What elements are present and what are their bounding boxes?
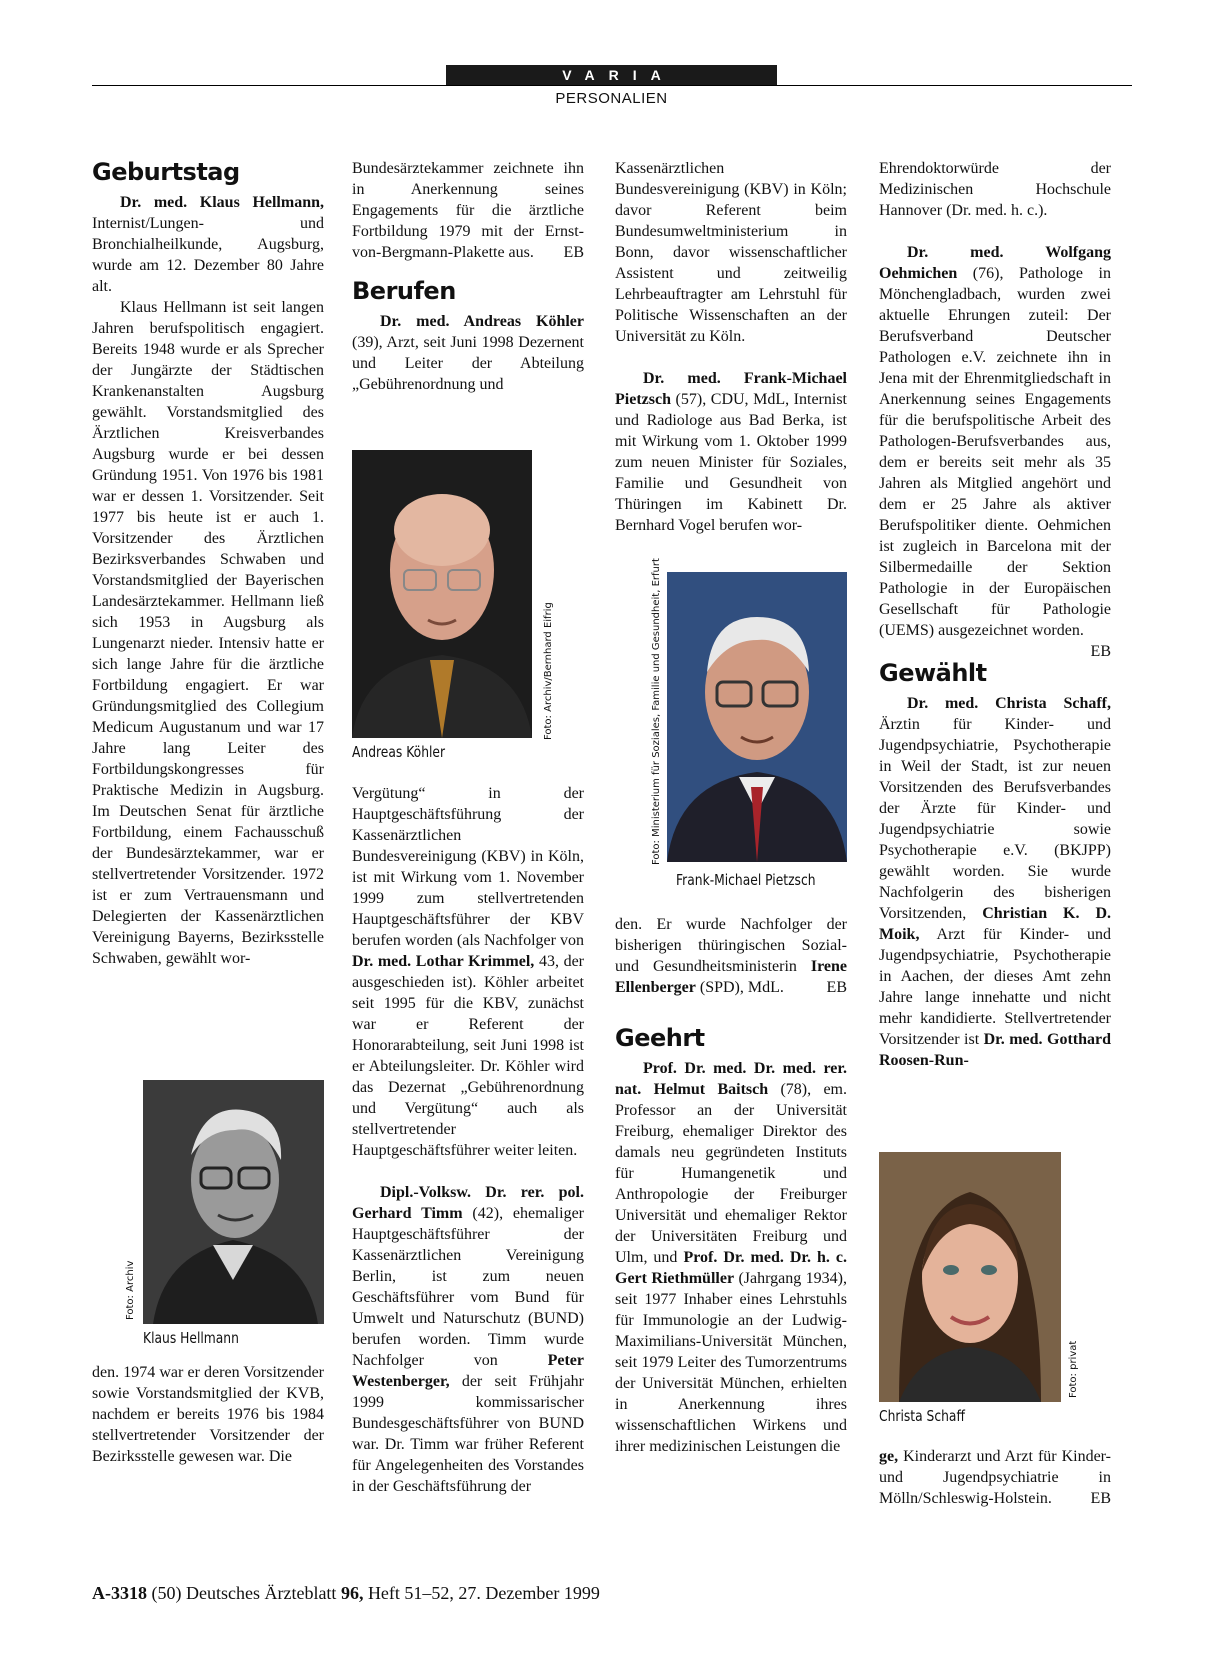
person-name: Peter Westenberger,: [352, 1352, 584, 1390]
portrait-image: [879, 1152, 1061, 1402]
photo-frank-michael-pietzsch: [667, 572, 847, 862]
paragraph: Kassenärztlichen Bundesvereinigung (KBV) in Köln; davor Referent beim Bundesumweltministerium in Bonn, davor wissenschaftlicher Assistent und zeitweilig Lehrbeauftragter am Lehrstuhl für Politische Wissenschaften an der Universität zu Köln.: [615, 160, 847, 345]
paragraph: Klaus Hellmann ist seit langen Jahren berufspolitisch engagiert. Bereits 1948 wurde er als Sprecher der Jungärzte der Städtischen Krankenanstalten Augsburg gewählt. Vorstandsmitglied des Ärztlichen Kreisverbandes Augsburg wurde er bei dessen Gründung 1951. Von 1976 bis 1981 war er dessen 1. Vorsitzender. Seit 1977 bis heute ist er auch 1. Vorsitzender des Ärztlichen Bezirksverbandes Schwaben und Vorstandsmitglied der Bayerischen Landesärztekammer. Hellmann ließ sich 1953 in Augsburg als Lungenarzt nieder. Intensiv hatte er sich lange Jahre für die ärztliche Fortbildung engagiert. Er war Gründungsmitglied des Collegium Medicum Augustanum und war 17 Jahre lang Leiter des Fortbildungskongresses für Praktische Medizin in Augsburg. Im Deutschen Senat für ärztliche Fortbildung, einem Fachausschuß der Bundesärztekammer, war er stellvertretender Vorsitzender. 1972 ist er zum Vertrauensmann und Delegierten der Kassenärztlichen Vereinigung Bayerns, Bezirksstelle Schwaben, gewählt wor-: [92, 299, 324, 967]
photo-credit: Foto: Archiv/Bernhard Eifrig: [543, 602, 554, 740]
page-footer: A-3318 (50) Deutsches Ärzteblatt 96, Heft 51–52, 27. Dezember 1999: [92, 1583, 600, 1603]
paragraph: Vergütung“ in der Hauptgeschäftsführung der Kassenärztlichen Bundesvereinigung (KBV) in Köln, ist mit Wirkung vom 1. November 1999 zum stellvertretenden Hauptgeschäftsführer der KBV berufen worden (als Nachfolger von Dr. med. Lothar Krimmel, 43, der ausgeschieden ist). Köhler arbeitet seit 1995 für die KBV, zunächst war er Referent der Honorarabteilung, seit Juni 1998 ist er Abteilungsleiter. Dr. Köhler wird das Dezernat „Gebührenordnung und Vergütung“ auch als stellvertretender Hauptgeschäftsführer weiter leiten.: [352, 785, 584, 1159]
column-1: [92, 158, 324, 969]
person-name: Dr. med. Wolfgang Oehmichen: [879, 244, 1111, 282]
photo-christa-schaff: [879, 1152, 1061, 1402]
paragraph: Dr. med. Andreas Köhler (39), Arzt, seit Juni 1998 Dezernent und Leiter der Abteilung „Gebührenordnung und: [352, 313, 584, 393]
paragraph: Dr. med. Frank-Michael Pietzsch (57), CDU, MdL, Internist und Radiologe aus Bad Berka, ist mit Wirkung vom 1. Oktober 1999 zum neuen Minister für Soziales, Familie und Gesundheit von Thüringen im Kabinett Dr. Bernhard Vogel berufen wor-: [615, 370, 847, 534]
person-name: Dr. med. Klaus Hellmann,: [120, 194, 324, 211]
heading-geburtstag: Geburtstag: [92, 158, 240, 186]
page-number: A-3318: [92, 1583, 147, 1603]
paragraph: Dipl.-Volksw. Dr. rer. pol. Gerhard Timm (42), ehemaliger Hauptgeschäftsführer der Kassenärztlichen Vereinigung Berlin, ist zum neuen Geschäftsführer vom Bund für Umwelt und Naturschutz (BUND) berufen worden. Timm wurde Nachfolger von Peter Westenberger, der seit Frühjahr 1999 kommissarischer Bundesgeschäftsführer von BUND war. Dr. Timm war früher Referent für Angelegenheiten des Vorstandes in der Geschäftsführung der: [352, 1184, 584, 1495]
paragraph: Dr. med. Christa Schaff, Ärztin für Kinder- und Jugendpsychiatrie, Psychotherapie in Weil der Stadt, ist zur neuen Vorsitzenden des Berufsverbandes der Ärzte für Kinder- und Jugendpsychiatrie sowie Psychotherapie e.V. (BKJPP) gewählt worden. Sie wurde Nachfolgerin des bisherigen Vorsitzenden, Christian K. D. Moik, Arzt für Kinder- und Jugendpsychiatrie, Psychotherapie in Aachen, der dieses Amt zehn Jahre lange innehatte und nicht mehr kandidierte. Stellvertretender Vorsitzender ist Dr. med. Gotthard Roosen-Run-: [879, 695, 1112, 1069]
photo-caption: Christa Schaff: [879, 1407, 965, 1425]
paragraph: Prof. Dr. med. Dr. med. rer. nat. Helmut Baitsch (78), em. Professor an der Universität Freiburg, ehemaliger Direktor des damals neu gegründeten Instituts für Humangenetik und Anthropologie der Freiburger Universität und ehemaliger Rektor der Universitäten Freiburg und Ulm, und Prof. Dr. med. Dr. h. c. Gert Riethmüller (Jahrgang 1934), seit 1977 Inhaber eines Lehrstuhls für Immunologie an der Ludwig-Maximilians-Universität München, seit 1979 Leiter des Tumorzentrums der Universität München, erhielten in Anerkennung ihres wissenschaftlichen Wirkens und ihrer medizinischen Leistungen die: [615, 1060, 848, 1455]
column-4-continued: [879, 1446, 1111, 1509]
column-4: [879, 158, 1111, 1071]
author-signature: EB: [1090, 643, 1111, 660]
paragraph: ge, Kinderarzt und Arzt für Kinder- und Jugendpsychiatrie in Mölln/Schleswig-Holstein. EB: [879, 1448, 1111, 1507]
person-name: Dr. med. Frank-Michael Pietzsch: [615, 370, 847, 408]
author-signature: EB: [826, 979, 847, 996]
subsection-label: PERSONALIEN: [555, 90, 668, 107]
photo-credit: Foto: privat: [1068, 1340, 1079, 1398]
paragraph: Dr. med. Wolfgang Oehmichen (76), Pathologe in Mönchengladbach, wurden zwei aktuelle Ehrungen zuteil: Der Berufsverband Deutscher Pathologen e.V. zeichnete ihn in Jena mit der Ehrenmitgliedschaft in Anerkennung seines Engagements für die berufspolitische Arbeit des Pathologen-Berufsverbandes aus, dem er bereits seit mehr als 35 Jahren als Mitglied angehört und dem er 25 Jahre als aktiver Berufspolitiker diente. Oehmichen ist zugleich in Barcelona mit der Silbermedaille der Sektion Pathologie in der Europäischen Gesellschaft für Pathologie (UEMS) ausgezeichnet worden. EB: [879, 244, 1111, 660]
column-3-continued: [615, 914, 847, 1457]
photo-klaus-hellmann: [143, 1080, 324, 1324]
photo-caption: Frank-Michael Pietzsch: [676, 871, 816, 889]
person-name: ge,: [879, 1448, 899, 1465]
person-name: Dr. med. Lothar Krimmel,: [352, 953, 535, 970]
column-1-continued: [92, 1362, 324, 1467]
column-3: [615, 158, 847, 536]
paragraph: den. Er wurde Nachfolger der bisherigen thüringischen Sozial- und Gesundheitsministerin Irene Ellenberger (SPD), MdL. EB: [615, 916, 847, 996]
person-name: Dr. med. Gotthard Roosen-Run-: [879, 1031, 1112, 1069]
paragraph: Dr. med. Klaus Hellmann, Internist/Lungen- und Bronchialheilkunde, Augsburg, wurde am 12. Dezember 80 Jahre alt.: [92, 194, 324, 295]
heading-berufen: Berufen: [352, 277, 456, 305]
paragraph: Bundesärztekammer zeichnete ihn in Anerkennung seines Engagements für die ärztliche Fortbildung 1979 mit der Ernst-von-Bergmann-Plakette aus. EB: [352, 160, 584, 261]
portrait-image: [352, 450, 532, 738]
person-name: Irene Ellenberger: [615, 958, 847, 996]
section-label: VARIA: [446, 65, 777, 85]
paragraph: Ehrendoktorwürde der Medizinischen Hochschule Hannover (Dr. med. h. c.).: [879, 160, 1111, 219]
photo-credit: Foto: Ministerium für Soziales, Familie und Gesundheit, Erfurt: [651, 558, 662, 865]
person-name: Dipl.-Volksw. Dr. rer. pol. Gerhard Timm: [352, 1184, 584, 1222]
person-name: Prof. Dr. med. Dr. med. rer. nat. Helmut Baitsch: [615, 1060, 847, 1098]
portrait-image: [667, 572, 847, 862]
paragraph: den. 1974 war er deren Vorsitzender sowie Vorstandsmitglied der KVB, nachdem er bereits 1976 bis 1984 stellvertretender Vorsitzender der Bezirksstelle gewesen war. Die: [92, 1364, 324, 1465]
heading-gewaehlt: Gewählt: [879, 659, 987, 687]
column-2: [352, 158, 584, 395]
photo-caption: Andreas Köhler: [352, 743, 446, 761]
author-signature: EB: [1090, 1490, 1111, 1507]
photo-credit: Foto: Archiv: [125, 1260, 136, 1320]
header-rule: [92, 85, 1132, 86]
portrait-image: [143, 1080, 324, 1324]
column-2-continued: [352, 783, 584, 1497]
person-name: Christian K. D. Moik,: [879, 905, 1111, 943]
person-name: Dr. med. Christa Schaff,: [907, 695, 1111, 712]
heading-geehrt: Geehrt: [615, 1024, 705, 1052]
photo-andreas-koehler: [352, 450, 532, 738]
person-name: Prof. Dr. med. Dr. h. c. Gert Riethmüller: [615, 1249, 847, 1287]
author-signature: EB: [563, 244, 584, 261]
person-name: Dr. med. Andreas Köhler: [380, 313, 584, 330]
photo-caption: Klaus Hellmann: [143, 1329, 239, 1347]
volume-number: 96,: [340, 1583, 364, 1603]
